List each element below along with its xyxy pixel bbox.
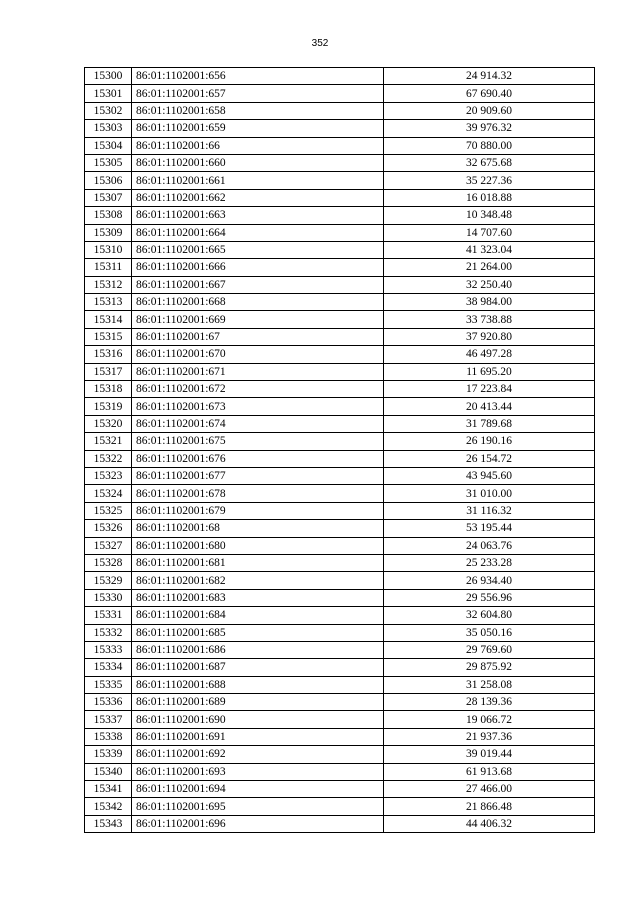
row-number-cell: 15327 [85,537,132,554]
table-row [85,85,595,102]
table-row [85,798,595,815]
value-cell: 33 738.88 [384,311,595,328]
row-number-cell: 15316 [85,346,132,363]
cadastral-number-cell: 86:01:1102001:668 [132,294,384,311]
row-number-cell: 15335 [85,676,132,693]
table-body [85,68,595,833]
value-cell: 31 258.08 [384,676,595,693]
cadastral-number-cell: 86:01:1102001:694 [132,781,384,798]
table-row [85,224,595,241]
page-number: 352 [311,38,329,49]
table-row [85,259,595,276]
table-row [85,781,595,798]
cadastral-number-cell: 86:01:1102001:691 [132,728,384,745]
value-cell: 70 880.00 [384,137,595,154]
cadastral-number-cell: 86:01:1102001:682 [132,572,384,589]
row-number-cell: 15302 [85,102,132,119]
table-row [85,137,595,154]
value-cell: 39 976.32 [384,120,595,137]
row-number-cell: 15314 [85,311,132,328]
table-row [85,328,595,345]
row-number-cell: 15312 [85,276,132,293]
value-cell: 29 875.92 [384,659,595,676]
row-number-cell: 15313 [85,294,132,311]
table-row [85,276,595,293]
value-cell: 32 604.80 [384,607,595,624]
row-number-cell: 15300 [85,68,132,85]
row-number-cell: 15325 [85,502,132,519]
cadastral-number-cell: 86:01:1102001:671 [132,363,384,380]
value-cell: 21 866.48 [384,798,595,815]
table-row [85,728,595,745]
value-cell: 26 934.40 [384,572,595,589]
cadastral-value-table [84,67,595,833]
value-cell: 24 914.32 [384,68,595,85]
table-row [85,694,595,711]
table-row [85,381,595,398]
row-number-cell: 15342 [85,798,132,815]
table-row [85,154,595,171]
value-cell: 67 690.40 [384,85,595,102]
value-cell: 53 195.44 [384,520,595,537]
cadastral-number-cell: 86:01:1102001:686 [132,641,384,658]
cadastral-number-cell: 86:01:1102001:692 [132,746,384,763]
value-cell: 32 250.40 [384,276,595,293]
table-row [85,398,595,415]
value-cell: 20 413.44 [384,398,595,415]
cadastral-number-cell: 86:01:1102001:685 [132,624,384,641]
value-cell: 11 695.20 [384,363,595,380]
value-cell: 41 323.04 [384,241,595,258]
table-row [85,676,595,693]
row-number-cell: 15339 [85,746,132,763]
cadastral-number-cell: 86:01:1102001:681 [132,554,384,571]
table-row [85,172,595,189]
row-number-cell: 15317 [85,363,132,380]
cadastral-number-cell: 86:01:1102001:657 [132,85,384,102]
cadastral-number-cell: 86:01:1102001:666 [132,259,384,276]
table-row [85,641,595,658]
cadastral-number-cell: 86:01:1102001:687 [132,659,384,676]
value-cell: 31 789.68 [384,415,595,432]
table-row [85,485,595,502]
table-row [85,415,595,432]
table-row [85,189,595,206]
row-number-cell: 15322 [85,450,132,467]
cadastral-number-cell: 86:01:1102001:662 [132,189,384,206]
row-number-cell: 15328 [85,554,132,571]
cadastral-number-cell: 86:01:1102001:68 [132,520,384,537]
value-cell: 32 675.68 [384,154,595,171]
value-cell: 39 019.44 [384,746,595,763]
cadastral-number-cell: 86:01:1102001:67 [132,328,384,345]
value-cell: 21 937.36 [384,728,595,745]
value-cell: 26 190.16 [384,433,595,450]
row-number-cell: 15315 [85,328,132,345]
cadastral-number-cell: 86:01:1102001:661 [132,172,384,189]
cadastral-number-cell: 86:01:1102001:663 [132,207,384,224]
row-number-cell: 15311 [85,259,132,276]
value-cell: 31 116.32 [384,502,595,519]
table-row [85,624,595,641]
value-cell: 38 984.00 [384,294,595,311]
table-row [85,207,595,224]
table-row [85,520,595,537]
table-row [85,589,595,606]
table-row [85,102,595,119]
table-row [85,815,595,832]
value-cell: 43 945.60 [384,467,595,484]
value-cell: 25 233.28 [384,554,595,571]
row-number-cell: 15323 [85,467,132,484]
row-number-cell: 15337 [85,711,132,728]
row-number-cell: 15341 [85,781,132,798]
row-number-cell: 15320 [85,415,132,432]
table-row [85,763,595,780]
table-row [85,346,595,363]
row-number-cell: 15305 [85,154,132,171]
value-cell: 24 063.76 [384,537,595,554]
value-cell: 61 913.68 [384,763,595,780]
cadastral-number-cell: 86:01:1102001:684 [132,607,384,624]
table-row [85,607,595,624]
row-number-cell: 15326 [85,520,132,537]
row-number-cell: 15324 [85,485,132,502]
value-cell: 27 466.00 [384,781,595,798]
table-row [85,537,595,554]
row-number-cell: 15321 [85,433,132,450]
table-row [85,746,595,763]
cadastral-number-cell: 86:01:1102001:656 [132,68,384,85]
value-cell: 28 139.36 [384,694,595,711]
table-row [85,467,595,484]
table-row [85,572,595,589]
cadastral-number-cell: 86:01:1102001:693 [132,763,384,780]
row-number-cell: 15331 [85,607,132,624]
cadastral-number-cell: 86:01:1102001:688 [132,676,384,693]
value-cell: 26 154.72 [384,450,595,467]
value-cell: 29 556.96 [384,589,595,606]
row-number-cell: 15310 [85,241,132,258]
cadastral-number-cell: 86:01:1102001:675 [132,433,384,450]
table-row [85,294,595,311]
row-number-cell: 15332 [85,624,132,641]
value-cell: 29 769.60 [384,641,595,658]
cadastral-number-cell: 86:01:1102001:667 [132,276,384,293]
value-cell: 37 920.80 [384,328,595,345]
row-number-cell: 15309 [85,224,132,241]
row-number-cell: 15318 [85,381,132,398]
row-number-cell: 15319 [85,398,132,415]
value-cell: 21 264.00 [384,259,595,276]
row-number-cell: 15336 [85,694,132,711]
table-row [85,659,595,676]
cadastral-number-cell: 86:01:1102001:660 [132,154,384,171]
cadastral-number-cell: 86:01:1102001:664 [132,224,384,241]
row-number-cell: 15343 [85,815,132,832]
row-number-cell: 15329 [85,572,132,589]
value-cell: 16 018.88 [384,189,595,206]
cadastral-number-cell: 86:01:1102001:683 [132,589,384,606]
table-row [85,450,595,467]
cadastral-number-cell: 86:01:1102001:665 [132,241,384,258]
row-number-cell: 15333 [85,641,132,658]
cadastral-number-cell: 86:01:1102001:674 [132,415,384,432]
cadastral-number-cell: 86:01:1102001:659 [132,120,384,137]
cadastral-number-cell: 86:01:1102001:680 [132,537,384,554]
row-number-cell: 15306 [85,172,132,189]
cadastral-number-cell: 86:01:1102001:673 [132,398,384,415]
table-row [85,363,595,380]
cadastral-number-cell: 86:01:1102001:658 [132,102,384,119]
cadastral-number-cell: 86:01:1102001:677 [132,467,384,484]
value-cell: 44 406.32 [384,815,595,832]
table-row [85,120,595,137]
cadastral-number-cell: 86:01:1102001:669 [132,311,384,328]
value-cell: 46 497.28 [384,346,595,363]
value-cell: 14 707.60 [384,224,595,241]
cadastral-number-cell: 86:01:1102001:689 [132,694,384,711]
table-row [85,502,595,519]
cadastral-number-cell: 86:01:1102001:690 [132,711,384,728]
cadastral-number-cell: 86:01:1102001:670 [132,346,384,363]
row-number-cell: 15304 [85,137,132,154]
table-row [85,711,595,728]
row-number-cell: 15334 [85,659,132,676]
row-number-cell: 15301 [85,85,132,102]
cadastral-number-cell: 86:01:1102001:679 [132,502,384,519]
value-cell: 20 909.60 [384,102,595,119]
row-number-cell: 15338 [85,728,132,745]
table-row [85,554,595,571]
row-number-cell: 15308 [85,207,132,224]
row-number-cell: 15303 [85,120,132,137]
value-cell: 35 227.36 [384,172,595,189]
value-cell: 31 010.00 [384,485,595,502]
row-number-cell: 15330 [85,589,132,606]
row-number-cell: 15307 [85,189,132,206]
table-row [85,433,595,450]
value-cell: 10 348.48 [384,207,595,224]
cadastral-number-cell: 86:01:1102001:678 [132,485,384,502]
table-row [85,311,595,328]
cadastral-number-cell: 86:01:1102001:672 [132,381,384,398]
value-cell: 17 223.84 [384,381,595,398]
table-row [85,241,595,258]
cadastral-number-cell: 86:01:1102001:696 [132,815,384,832]
value-cell: 19 066.72 [384,711,595,728]
row-number-cell: 15340 [85,763,132,780]
cadastral-number-cell: 86:01:1102001:676 [132,450,384,467]
cadastral-number-cell: 86:01:1102001:695 [132,798,384,815]
value-cell: 35 050.16 [384,624,595,641]
cadastral-number-cell: 86:01:1102001:66 [132,137,384,154]
table-row [85,68,595,85]
